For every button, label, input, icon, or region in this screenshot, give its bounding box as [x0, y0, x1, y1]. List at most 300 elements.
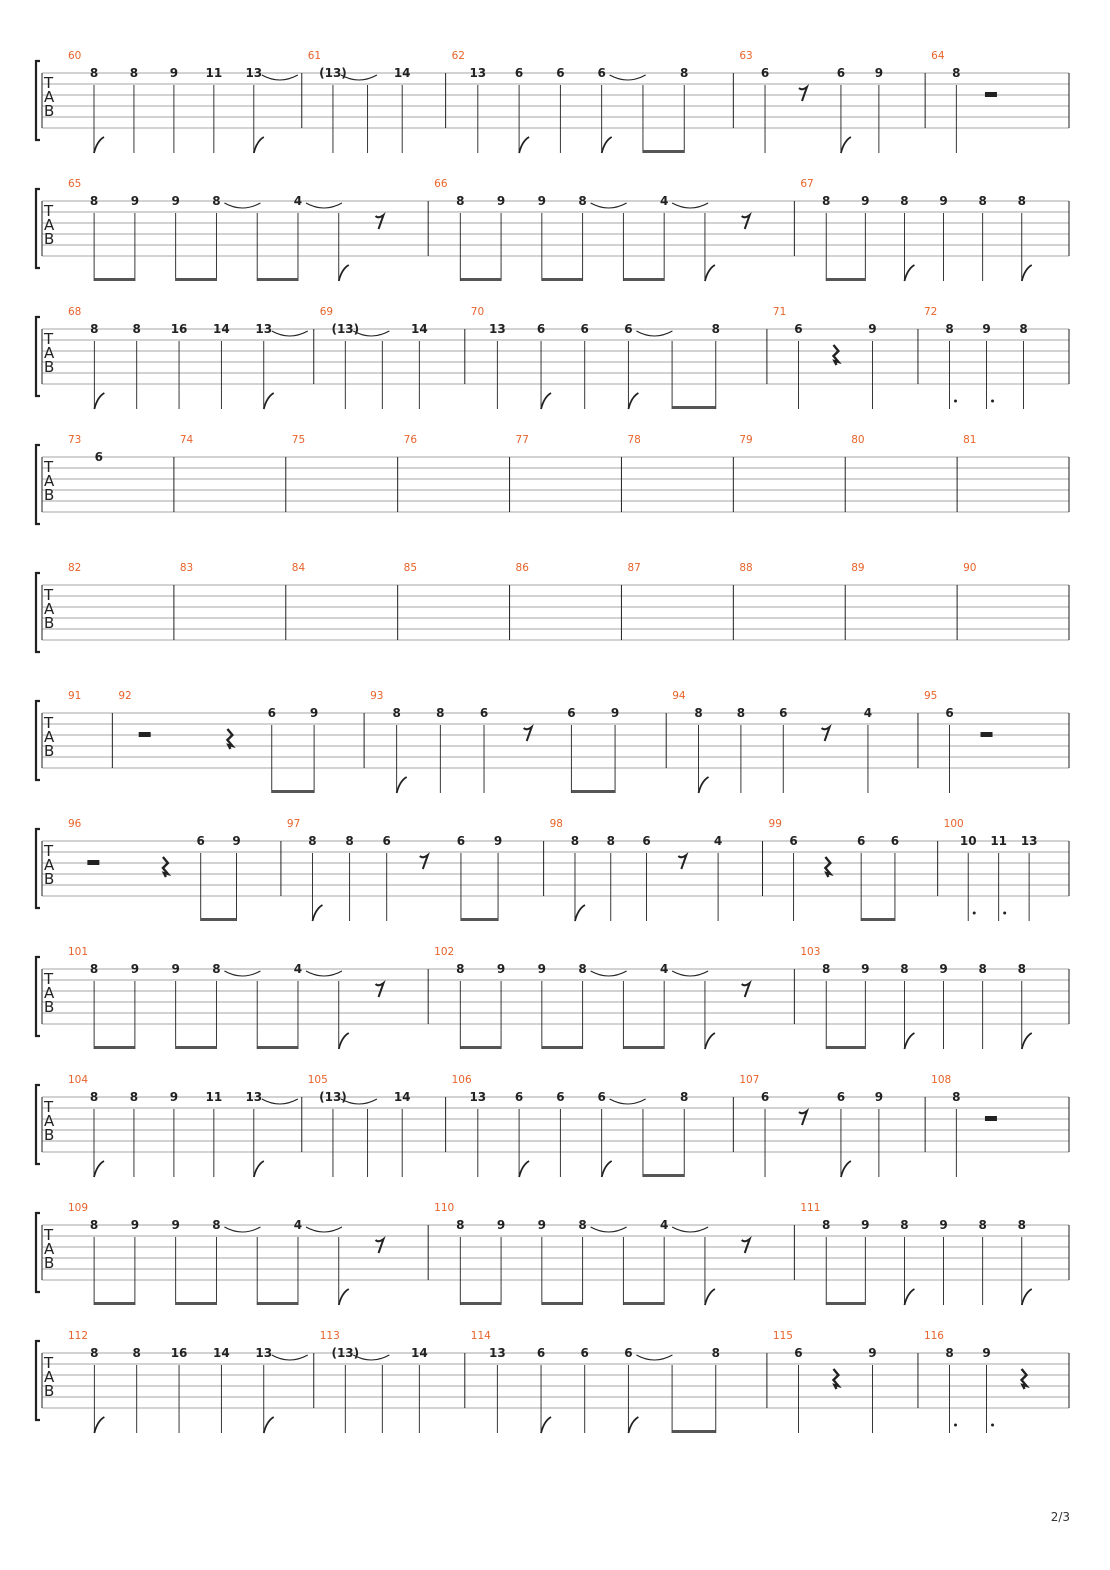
measure-number: 92 — [118, 690, 132, 702]
fret-number: 9 — [939, 1218, 948, 1232]
measure-number: 85 — [403, 562, 418, 574]
staff-system — [36, 306, 1069, 409]
tie-arc — [224, 203, 260, 208]
eighth-flag — [699, 777, 709, 793]
measure-number: 90 — [963, 562, 977, 574]
note-beam — [461, 918, 498, 921]
eighth-flag — [254, 137, 264, 153]
fret-number: 13 — [469, 1090, 487, 1104]
tie-arc — [636, 1355, 672, 1360]
measure — [68, 434, 174, 512]
fret-number: 6 — [382, 834, 391, 848]
fret-number: 8 — [392, 706, 401, 720]
measure-number: 72 — [923, 306, 938, 318]
system-bracket — [36, 1213, 40, 1292]
fret-number: 6 — [836, 1090, 846, 1104]
fret-number: 16 — [170, 1346, 188, 1360]
fret-number: 8 — [822, 1218, 831, 1232]
measure-number: 70 — [470, 306, 485, 318]
note-beam — [623, 1046, 664, 1049]
fret-number: 9 — [496, 1218, 506, 1232]
quarter-rest — [833, 1369, 838, 1389]
eighth-flag — [575, 905, 585, 921]
eighth-rest — [678, 855, 686, 869]
fret-number: 16 — [170, 322, 188, 336]
system-bracket — [36, 445, 40, 524]
half-rest — [981, 732, 993, 737]
fret-number: 8 — [606, 834, 615, 848]
measure-number: 109 — [68, 1202, 89, 1214]
fret-number: 6 — [597, 66, 606, 80]
eighth-flag — [94, 1417, 104, 1433]
fret-number: 8 — [129, 1090, 139, 1104]
note-beam — [257, 1046, 298, 1049]
eighth-flag — [1022, 1033, 1032, 1049]
note-beam — [272, 790, 314, 793]
quarter-rest — [163, 857, 168, 877]
measure-number: 116 — [923, 1330, 944, 1342]
eighth-rest — [524, 727, 532, 741]
tab-clef-letter: T — [44, 330, 54, 348]
fret-number: 9 — [868, 1346, 877, 1360]
eighth-flag — [264, 1417, 274, 1433]
tab-clef-letter: T — [44, 970, 54, 988]
quarter-rest — [1022, 1369, 1027, 1389]
fret-number: 6 — [890, 834, 900, 848]
measure-number: 97 — [286, 818, 301, 830]
tie-arc — [610, 1099, 646, 1104]
measure — [68, 306, 314, 409]
measure — [452, 50, 734, 153]
fret-number: 8 — [578, 194, 587, 208]
fret-number: 4 — [293, 962, 303, 976]
measure-number: 110 — [434, 1202, 455, 1214]
fret-number: 13 — [489, 322, 506, 336]
tie-arc — [262, 1099, 298, 1104]
measure — [944, 818, 1069, 921]
eighth-flag — [94, 393, 104, 409]
measure — [516, 562, 622, 640]
tab-clef-letter: T — [44, 714, 54, 732]
fret-number: 9 — [130, 1218, 140, 1232]
measure — [516, 434, 622, 512]
fret-number: 9 — [868, 322, 877, 336]
eighth-flag — [1022, 265, 1032, 281]
measure — [68, 1074, 302, 1177]
measure — [739, 562, 845, 640]
fret-number: 9 — [171, 962, 180, 976]
measure — [800, 178, 1069, 281]
eighth-rest — [376, 1239, 384, 1253]
eighth-flag — [312, 905, 322, 921]
eighth-rest — [420, 855, 428, 869]
eighth-flag — [339, 1033, 349, 1049]
note-beam — [623, 1302, 664, 1305]
measure — [68, 1202, 428, 1305]
measure-number: 78 — [627, 434, 641, 446]
staff-system — [36, 50, 1069, 153]
fret-number: 13 — [469, 66, 487, 80]
half-rest — [985, 1116, 997, 1121]
fret-number: 6 — [779, 706, 788, 720]
staff-system — [36, 690, 1069, 793]
tab-clef-letter: B — [44, 742, 55, 760]
fret-number: 8 — [822, 962, 831, 976]
staff-system — [36, 1330, 1069, 1433]
system-bracket — [36, 61, 40, 140]
eighth-rest — [376, 983, 384, 997]
fret-number: 8 — [978, 962, 987, 976]
eighth-rest — [742, 215, 750, 229]
quarter-rest — [833, 345, 838, 365]
measure-number: 73 — [68, 434, 82, 446]
eighth-flag — [705, 265, 715, 281]
measure-number: 96 — [68, 818, 82, 830]
tab-clef-letter: B — [44, 358, 55, 376]
measure — [739, 1074, 925, 1177]
fret-number: 8 — [952, 66, 961, 80]
tab-clef-letter: A — [44, 600, 55, 618]
measure-number: 88 — [739, 562, 753, 574]
measure-number: 67 — [800, 178, 814, 190]
measure — [739, 434, 845, 512]
eighth-flag — [705, 1289, 715, 1305]
fret-number: 9 — [939, 962, 948, 976]
measure-number: 65 — [68, 178, 82, 190]
note-beam — [571, 790, 615, 793]
note-beam — [257, 278, 298, 281]
measure-number: 84 — [291, 562, 306, 574]
tie-arc — [591, 1227, 627, 1232]
eighth-rest — [742, 1239, 750, 1253]
measure — [292, 562, 398, 640]
fret-number: 9 — [874, 1090, 884, 1104]
fret-number: 8 — [952, 1090, 961, 1104]
tie-arc — [672, 971, 708, 976]
fret-number: 8 — [436, 706, 445, 720]
eighth-rest — [742, 983, 750, 997]
fret-number: 6 — [642, 834, 651, 848]
measure — [370, 690, 666, 793]
measure-number: 105 — [307, 1074, 328, 1086]
eighth-flag — [628, 1417, 638, 1433]
fret-number: 9 — [171, 1218, 180, 1232]
fret-number: 9 — [861, 194, 870, 208]
fret-number: 6 — [580, 1346, 589, 1360]
fret-number: 8 — [456, 194, 465, 208]
note-beam — [826, 1302, 865, 1305]
fret-number: 6 — [479, 706, 489, 720]
tie-arc — [610, 75, 646, 80]
measure — [471, 306, 767, 409]
fret-number: 6 — [514, 1090, 524, 1104]
fret-number: 6 — [856, 834, 866, 848]
tab-clef-letter: A — [44, 344, 55, 362]
measure — [769, 818, 938, 921]
fret-number: 10 — [959, 834, 977, 848]
measure-number: 103 — [800, 946, 821, 958]
measure-number: 107 — [739, 1074, 760, 1086]
fret-number: 8 — [900, 1218, 909, 1232]
note-beam — [623, 278, 664, 281]
measure — [434, 178, 794, 281]
eighth-flag — [339, 1289, 349, 1305]
note-beam — [460, 1046, 501, 1049]
note-beam — [643, 1174, 684, 1177]
measure-number: 86 — [515, 562, 529, 574]
fret-number: 8 — [132, 1346, 141, 1360]
fret-number: 6 — [456, 834, 466, 848]
tab-clef-letter: A — [44, 856, 55, 874]
eighth-flag — [904, 265, 914, 281]
measure — [627, 562, 733, 640]
measure — [404, 434, 510, 512]
measure-number: 112 — [68, 1330, 89, 1342]
page-number: 2/3 — [1050, 1510, 1070, 1524]
fret-number: 8 — [89, 194, 99, 208]
measure — [68, 562, 174, 640]
eighth-flag — [541, 1417, 551, 1433]
eighth-flag — [264, 393, 274, 409]
fret-number: 6 — [760, 66, 770, 80]
tab-clef-letter: A — [44, 1368, 55, 1386]
fret-number: 6 — [536, 1346, 546, 1360]
fret-number: (13) — [331, 1346, 360, 1360]
fret-number: 6 — [760, 1090, 770, 1104]
fret-number: 8 — [1017, 962, 1026, 976]
eighth-flag — [904, 1033, 914, 1049]
fret-number: 4 — [863, 706, 873, 720]
quarter-rest — [227, 729, 232, 749]
tab-clef-letter: T — [44, 74, 54, 92]
measure-number: 80 — [851, 434, 865, 446]
measure — [434, 1202, 794, 1305]
measure — [68, 1330, 314, 1433]
measure — [924, 306, 1069, 409]
half-rest — [87, 860, 99, 865]
measure-number: 114 — [470, 1330, 491, 1342]
fret-number: (13) — [319, 1090, 347, 1104]
tab-clef-letter: A — [44, 728, 55, 746]
measure — [68, 50, 302, 153]
fret-number: 8 — [680, 66, 689, 80]
measure — [550, 818, 763, 921]
fret-number: 8 — [89, 1218, 99, 1232]
fret-number: 8 — [456, 1218, 465, 1232]
measure — [627, 434, 733, 512]
measure — [963, 562, 1069, 640]
fret-number: 14 — [213, 1346, 230, 1360]
system-bracket — [36, 701, 40, 780]
half-rest — [139, 732, 151, 737]
duration-dot — [954, 400, 957, 403]
staff-system — [36, 562, 1069, 652]
note-beam — [94, 1302, 135, 1305]
fret-number: 13 — [245, 1090, 263, 1104]
measure — [452, 1074, 734, 1177]
fret-number: 9 — [232, 834, 241, 848]
fret-number: 14 — [393, 1090, 411, 1104]
fret-number: 6 — [945, 706, 954, 720]
measure-number: 81 — [963, 434, 977, 446]
measure — [800, 1202, 1069, 1305]
measure — [118, 690, 364, 793]
fret-number: 8 — [345, 834, 354, 848]
measure — [851, 562, 957, 640]
note-beam — [94, 1046, 135, 1049]
fret-number: 6 — [556, 1090, 565, 1104]
system-bracket — [36, 1085, 40, 1164]
tie-arc — [306, 203, 342, 208]
measure — [773, 1330, 918, 1433]
fret-number: 6 — [267, 706, 276, 720]
fret-number: 8 — [456, 962, 465, 976]
measure — [471, 1330, 767, 1433]
fret-number: 9 — [169, 1090, 179, 1104]
eighth-rest — [799, 87, 807, 101]
staff-system — [36, 1202, 1069, 1305]
fret-number: 11 — [990, 834, 1008, 848]
measure — [68, 818, 281, 921]
measure-number: 83 — [179, 562, 194, 574]
staff-system — [36, 1074, 1069, 1177]
tie-arc — [306, 1227, 342, 1232]
fret-number: 8 — [1017, 1218, 1026, 1232]
measure-number: 89 — [851, 562, 865, 574]
fret-number: 4 — [293, 194, 303, 208]
tab-clef-letter: B — [44, 998, 55, 1016]
duration-dot — [991, 400, 994, 403]
fret-number: 9 — [171, 194, 180, 208]
fret-number: 9 — [309, 706, 319, 720]
tab-clef-letter: B — [44, 102, 55, 120]
fret-number: 8 — [822, 194, 831, 208]
measure-number: 76 — [403, 434, 418, 446]
measure — [739, 50, 925, 153]
tab-clef-letter: T — [44, 458, 54, 476]
fret-number: 11 — [205, 1090, 223, 1104]
fret-number: 8 — [900, 962, 909, 976]
tab-clef-letter: B — [44, 1126, 55, 1144]
fret-number: 8 — [578, 1218, 587, 1232]
note-beam — [861, 918, 895, 921]
fret-number: 8 — [978, 194, 987, 208]
duration-dot — [1003, 912, 1006, 915]
fret-number: 8 — [945, 322, 954, 336]
fret-number: 9 — [496, 194, 506, 208]
fret-number: 8 — [694, 706, 703, 720]
system-bracket — [36, 317, 40, 396]
fret-number: 6 — [789, 834, 798, 848]
fret-number: 14 — [410, 322, 428, 336]
measure-number: 61 — [307, 50, 322, 62]
fret-number: 9 — [130, 962, 140, 976]
fret-number: 14 — [393, 66, 411, 80]
note-beam — [176, 1302, 217, 1305]
duration-dot — [991, 1424, 994, 1427]
measure-number: 115 — [772, 1330, 793, 1342]
eighth-rest — [822, 727, 830, 741]
measure-number: 113 — [319, 1330, 340, 1342]
eighth-flag — [94, 1161, 104, 1177]
measure-number: 82 — [68, 562, 82, 574]
fret-number: 14 — [213, 322, 230, 336]
tab-clef-letter: A — [44, 216, 55, 234]
system-bracket — [36, 1341, 40, 1420]
measure — [320, 1330, 465, 1433]
eighth-rest — [376, 215, 384, 229]
eighth-flag — [628, 393, 638, 409]
measure-number: 63 — [739, 50, 753, 62]
tab-clef-letter: B — [44, 1254, 55, 1272]
system-bracket — [36, 573, 40, 652]
note-beam — [542, 1046, 583, 1049]
measure-number: 104 — [68, 1074, 89, 1086]
note-beam — [460, 1302, 501, 1305]
tie-arc — [672, 1227, 708, 1232]
fret-number: 13 — [255, 1346, 273, 1360]
measure-number: 93 — [370, 690, 384, 702]
fret-number: 6 — [836, 66, 846, 80]
duration-dot — [954, 1424, 957, 1427]
fret-number: (13) — [319, 66, 347, 80]
measure-number: 102 — [434, 946, 455, 958]
fret-number: 8 — [90, 322, 99, 336]
measure — [924, 1330, 1069, 1433]
measure-number: 98 — [549, 818, 563, 830]
measure-number: 64 — [931, 50, 945, 62]
tie-arc — [224, 971, 260, 976]
measure-number: 74 — [179, 434, 194, 446]
duration-dot — [973, 912, 976, 915]
fret-number: 6 — [580, 322, 589, 336]
staff-system — [36, 434, 1069, 524]
eighth-flag — [519, 1161, 529, 1177]
fret-number: 9 — [874, 66, 884, 80]
measure — [672, 690, 918, 793]
measure — [287, 818, 544, 921]
fret-number: 6 — [624, 1346, 633, 1360]
eighth-flag — [904, 1289, 914, 1305]
measure-number: 62 — [451, 50, 465, 62]
system-bracket — [36, 829, 40, 908]
note-beam — [826, 278, 865, 281]
measure — [308, 1074, 446, 1177]
tie-arc — [272, 1355, 308, 1360]
measure-number: 75 — [291, 434, 306, 446]
tab-clef-letter: B — [44, 870, 55, 888]
fret-number: 11 — [205, 66, 223, 80]
measure — [180, 434, 286, 512]
fret-number: 6 — [514, 66, 524, 80]
measure-number: 94 — [672, 690, 686, 702]
tie-arc — [224, 1227, 260, 1232]
fret-number: 8 — [89, 1090, 99, 1104]
tie-arc — [262, 75, 298, 80]
measure — [434, 946, 794, 1049]
fret-number: 9 — [939, 194, 948, 208]
fret-number: 9 — [982, 1346, 991, 1360]
half-rest — [985, 92, 997, 97]
fret-number: 8 — [212, 962, 221, 976]
fret-number: 4 — [659, 194, 669, 208]
eighth-flag — [1022, 1289, 1032, 1305]
note-beam — [201, 918, 237, 921]
eighth-flag — [602, 137, 612, 153]
measure — [963, 434, 1069, 512]
eighth-flag — [602, 1161, 612, 1177]
fret-number: 8 — [90, 1346, 99, 1360]
